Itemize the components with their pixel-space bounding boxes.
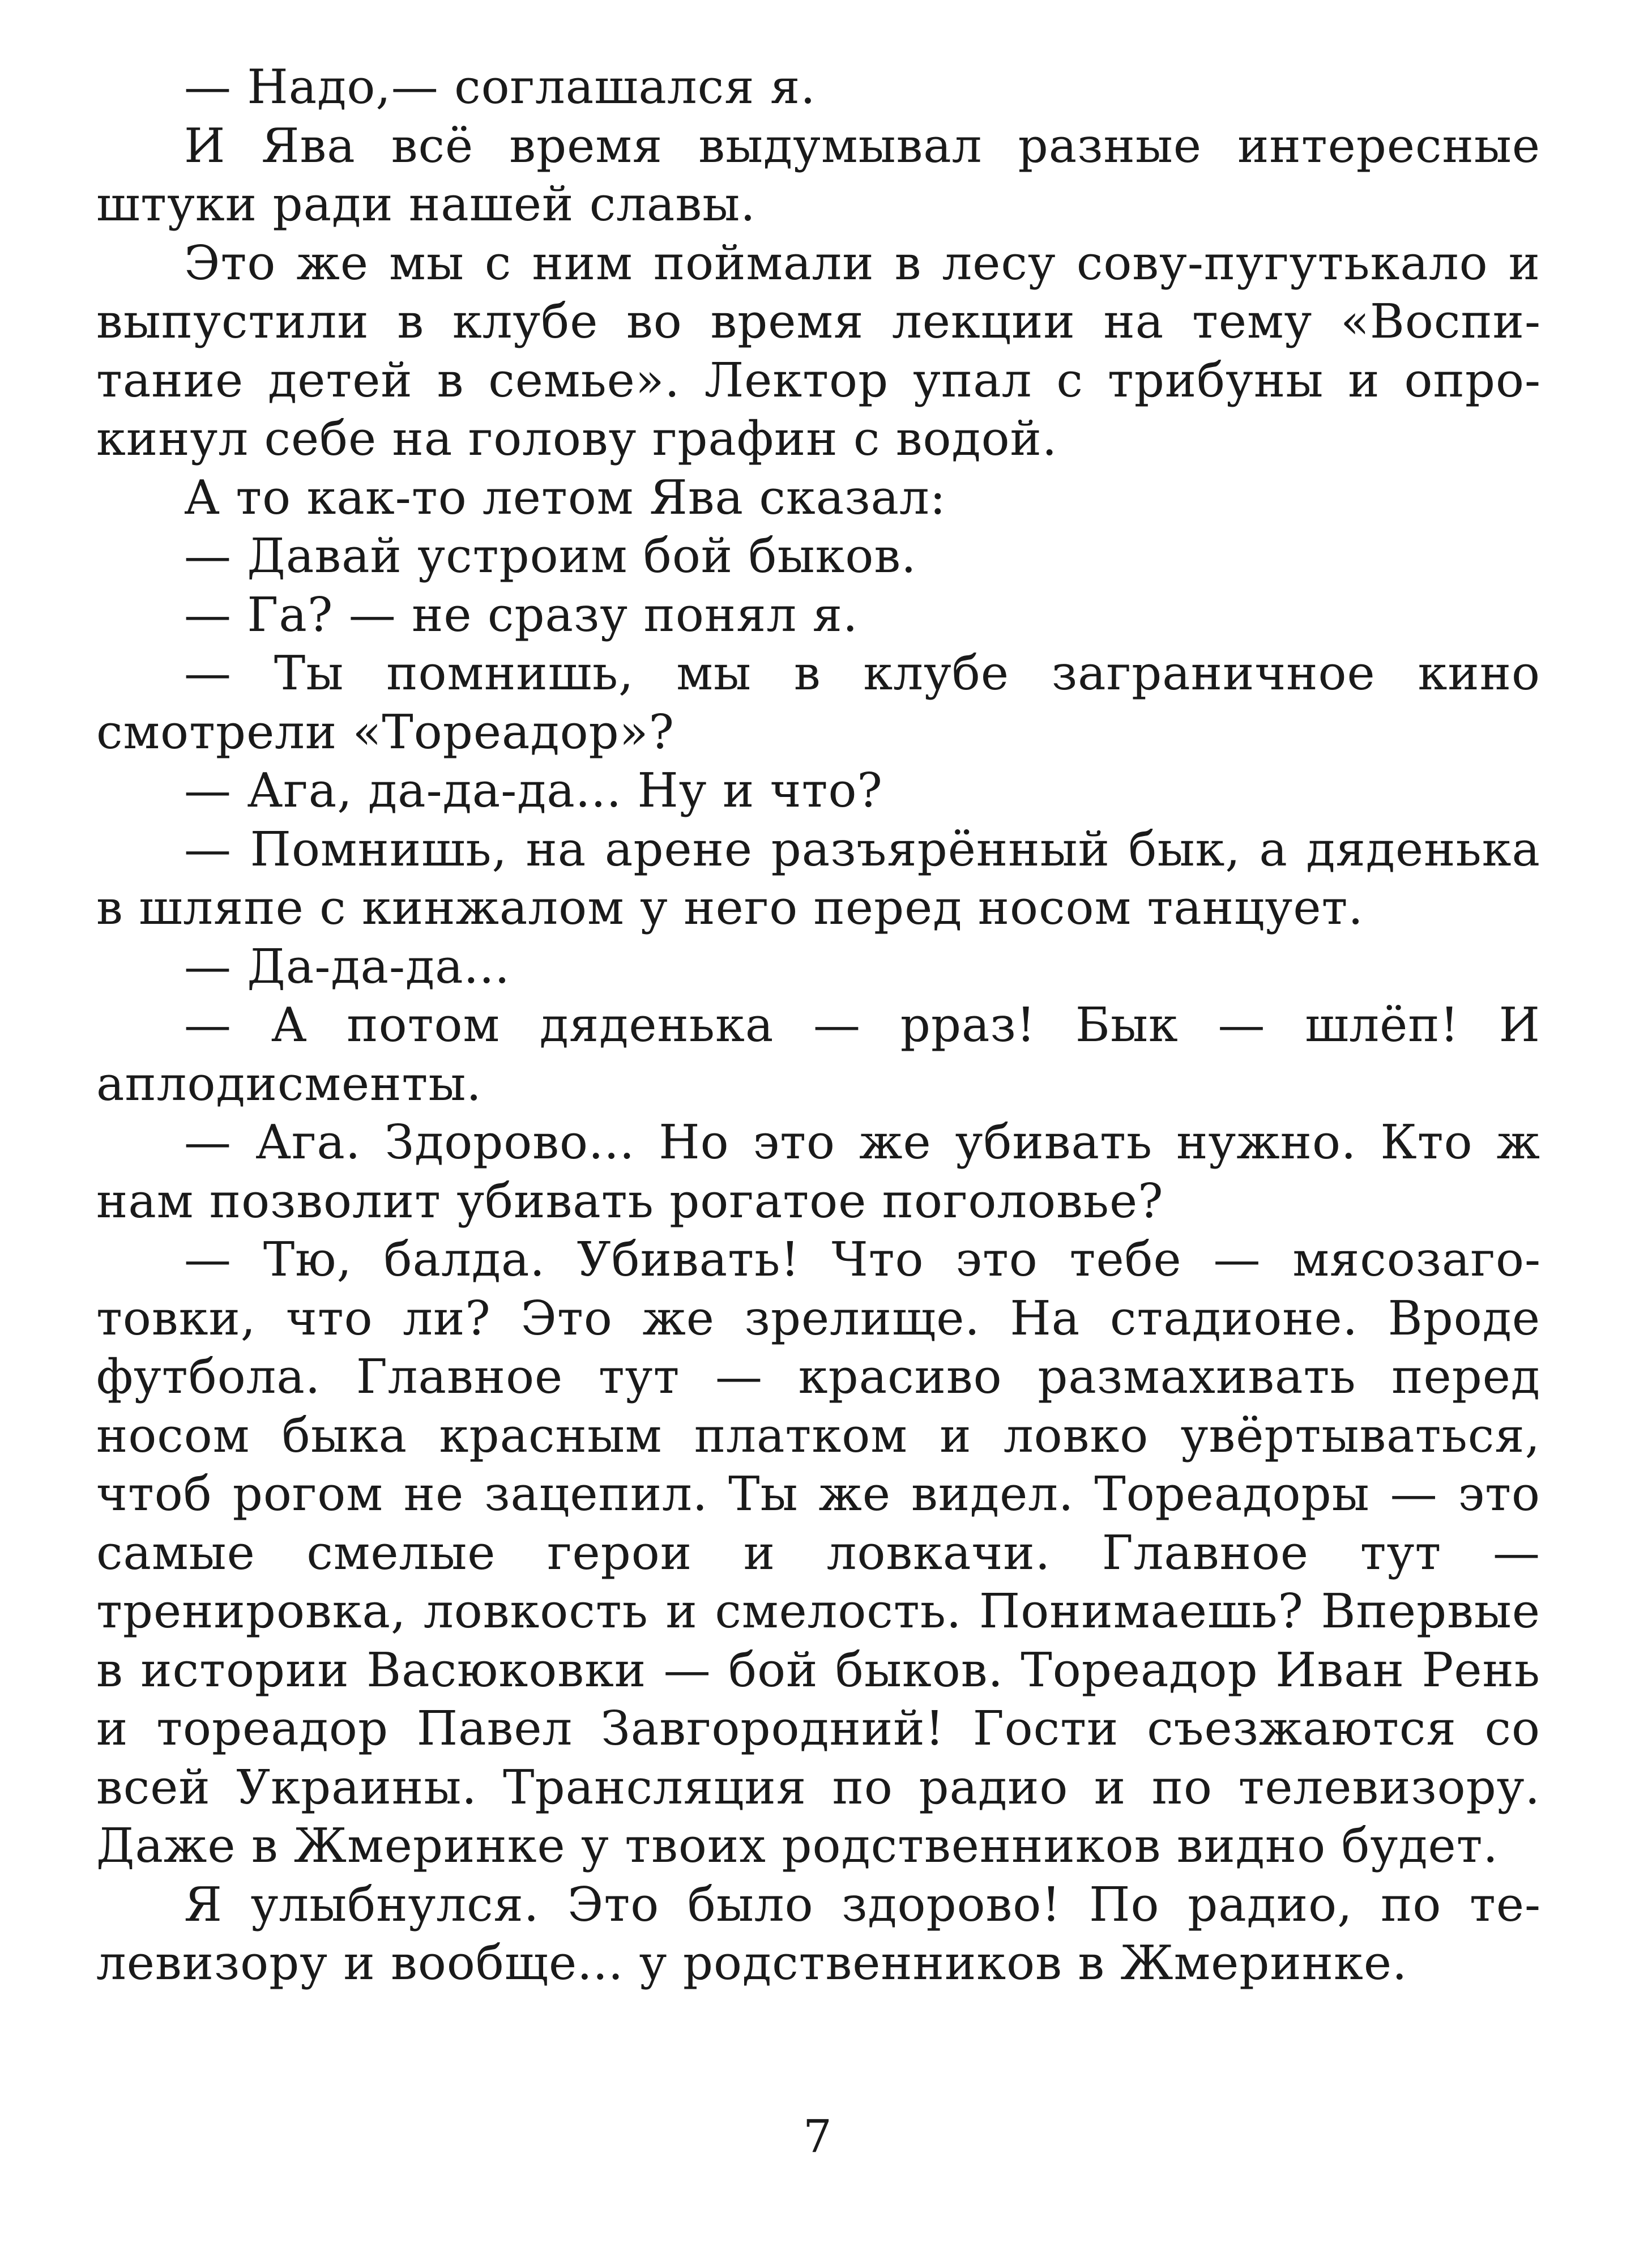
paragraph: — Да-да-да...	[184, 939, 510, 994]
paragraph: И Ява всё время выдумывал разные интересные штуки ради нашей славы.	[96, 118, 1540, 232]
paragraph: Это же мы с ним поймали в лесу сову-пугутькало и выпустили в клубе во время лекции на тему «Воспитание детей в семье». Лектор упал с трибуны и опрокинул себе на голову графин с водой.	[96, 235, 1540, 466]
paragraph: — А потом дяденька — рраз! Бык — шлёп! И аплодисменты.	[96, 997, 1540, 1111]
page-text	[96, 58, 1540, 1993]
paragraph: — Тю, балда. Убивать! Что это тебе — мясозаготовки, что ли? Это же зрелище. На стадионе. Вроде футбола. Главное тут — красиво размахивать перед носом быка красным платком и ловко увёртываться, чтоб рогом не зацепил. Ты же видел. Тореадоры — это самые смелые герои и ловкачи. Главное тут — тренировка, ловкость и смелость. Понимаешь? Впервые в истории Васюковки — бой быков. Тореадор Иван Рень и тореадор Павел Завгородний! Гости съезжаются со всей Украины. Трансляция по радио и по телевизору. Даже в Жмеринке у твоих родственников видно будет.	[96, 1232, 1540, 1873]
page-number: 7	[803, 2110, 832, 2163]
paragraph: — Помнишь, на арене разъярённый бык, а дяденька в шляпе с кинжалом у него перед носом танцует.	[96, 821, 1540, 935]
paragraph: — Ага. Здорово... Но это же убивать нужно. Кто ж нам позволит убивать рогатое поголовье?	[96, 1115, 1540, 1229]
paragraph: Я улыбнулся. Это было здорово! По радио, по телевизору и вообще... у родственников в Жмеринке.	[96, 1877, 1540, 1990]
paragraph: — Ага, да-да-да... Ну и что?	[184, 763, 883, 818]
paragraph: — Ты помнишь, мы в клубе заграничное кино смотрели «Тореадор»?	[96, 646, 1540, 760]
paragraph: — Давай устроим бой быков.	[184, 528, 917, 583]
paragraph: А то как-то летом Ява сказал:	[184, 470, 946, 525]
paragraph: — Надо,— соглашался я.	[184, 59, 816, 114]
paragraph: — Га? — не сразу понял я.	[184, 587, 859, 642]
